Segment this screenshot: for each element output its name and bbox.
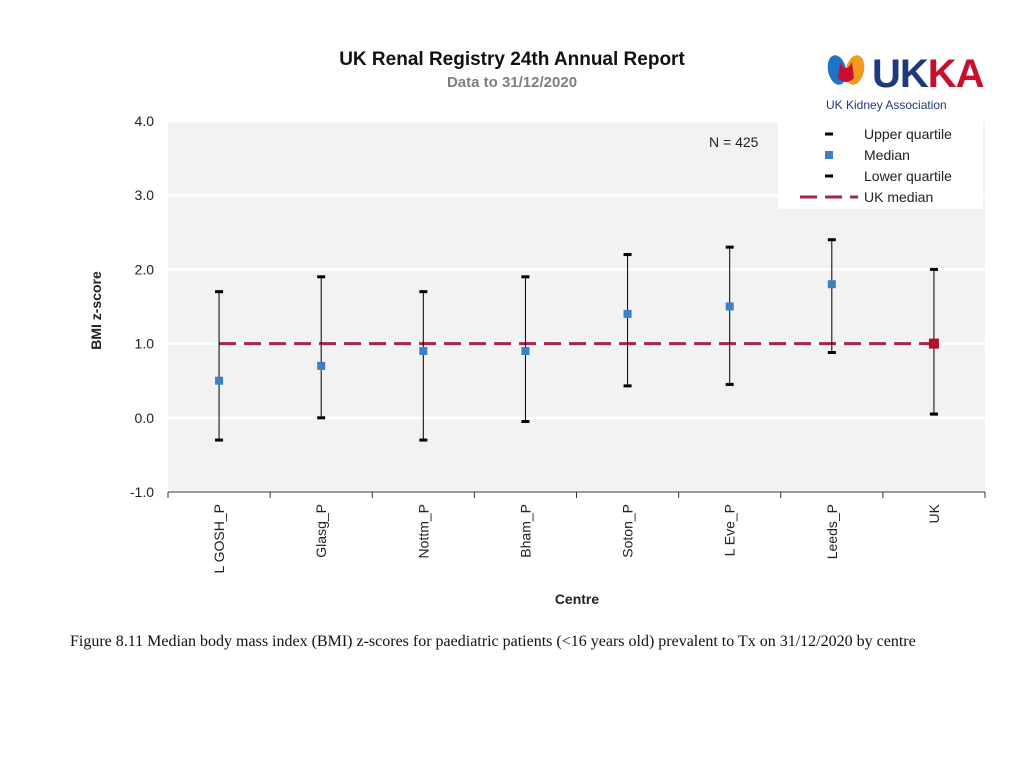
median-point <box>419 347 427 355</box>
upper-quartile-mark <box>317 275 325 278</box>
y-tick-label: 0.0 <box>134 409 154 426</box>
lower-quartile-mark <box>215 439 223 442</box>
lower-quartile-mark <box>419 439 427 442</box>
y-tick-label: -1.0 <box>129 484 154 500</box>
upper-quartile-mark <box>828 238 836 241</box>
x-tick-label: UK <box>925 504 942 524</box>
median-point <box>317 362 325 370</box>
legend-quartile-icon <box>825 133 833 136</box>
lower-quartile-mark <box>521 420 529 423</box>
median-point <box>215 377 223 385</box>
logo-wordmark: UKKA <box>872 52 984 96</box>
lower-quartile-mark <box>624 384 632 387</box>
legend <box>778 121 983 209</box>
upper-quartile-mark <box>419 290 427 293</box>
report-title: UK Renal Registry 24th Annual Report <box>339 49 685 70</box>
upper-quartile-mark <box>215 290 223 293</box>
x-tick-label: Leeds_P <box>823 504 840 560</box>
x-axis-label: Centre <box>554 591 600 607</box>
n-annotation: N = 425 <box>709 134 759 150</box>
legend-median-icon <box>825 151 833 159</box>
x-tick-label: Nottm_P <box>415 504 432 559</box>
median-point <box>828 280 836 288</box>
lower-quartile-mark <box>317 416 325 419</box>
x-tick-label: L Eve_P <box>721 504 738 557</box>
lower-quartile-mark <box>726 383 734 386</box>
x-tick-label: L GOSH_P <box>211 504 228 574</box>
median-point <box>624 310 632 318</box>
upper-quartile-mark <box>930 268 938 271</box>
y-tick-label: 1.0 <box>134 335 154 352</box>
y-axis-label: BMI z-score <box>88 271 104 350</box>
legend-label: Upper quartile <box>864 126 952 142</box>
x-tick-label: Bham_P <box>517 504 534 558</box>
median-point <box>726 303 734 311</box>
logo-tagline: UK Kidney Association <box>826 98 947 112</box>
y-tick-label: 2.0 <box>134 261 154 278</box>
legend-label: Median <box>864 147 910 163</box>
upper-quartile-mark <box>624 253 632 256</box>
report-subtitle: Data to 31/12/2020 <box>446 74 578 91</box>
uk-median-point <box>929 339 939 349</box>
x-tick-label: Glasg_P <box>313 504 330 558</box>
median-point <box>521 347 529 355</box>
legend-label: Lower quartile <box>864 168 952 184</box>
y-tick-label: 3.0 <box>134 187 154 204</box>
figure-caption: Figure 8.11 Median body mass index (BMI) z-scores for paediatric patients (<16 years old) prevalent to Tx on 31/12/2020 by centre <box>70 633 916 650</box>
legend-quartile-icon <box>825 175 833 178</box>
x-tick-label: Soton_P <box>619 504 636 558</box>
lower-quartile-mark <box>930 413 938 416</box>
upper-quartile-mark <box>521 275 529 278</box>
lower-quartile-mark <box>828 351 836 354</box>
legend-label: UK median <box>864 189 934 205</box>
upper-quartile-mark <box>726 246 734 249</box>
y-tick-label: 4.0 <box>134 113 154 129</box>
